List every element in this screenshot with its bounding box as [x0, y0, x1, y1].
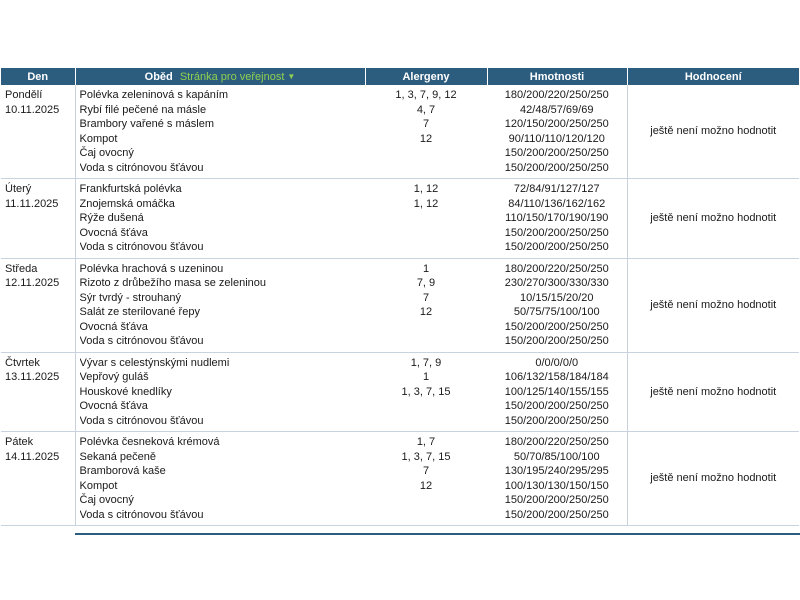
allergen-cell: [365, 352, 487, 432]
day-name: Pondělí: [5, 89, 43, 101]
meal-weight: 180/200/220/250/250: [504, 89, 609, 101]
header-meal: [75, 68, 365, 85]
meal-allergens: [369, 146, 483, 161]
meal-weight: 150/200/200/250/250: [504, 335, 609, 347]
day-cell: [1, 179, 75, 259]
weight-cell: [487, 352, 627, 432]
meal-name: Voda s citrónovou šťávou: [79, 161, 204, 174]
meal-weight: 150/200/200/250/250: [504, 241, 609, 253]
weight-cell: [487, 179, 627, 259]
meal-weight: 150/200/200/250/250: [504, 508, 609, 521]
header-rating: Hodnocení: [627, 68, 799, 85]
meal-name: Rýže dušená: [79, 212, 144, 224]
meal-cell: [75, 85, 365, 179]
meal-name: Kompot: [79, 132, 118, 145]
meal-name: Ovocná šťáva: [79, 226, 148, 239]
meal-name: Voda s citrónovou šťávou: [79, 241, 204, 253]
meal-allergens: [369, 414, 483, 429]
day-cell: [1, 352, 75, 432]
meal-allergens: 7: [422, 118, 430, 130]
meal-allergens: 7: [422, 465, 430, 477]
weight-cell: [487, 258, 627, 352]
meal-allergens: 7: [422, 291, 430, 304]
meal-name: Polévka česneková krémová: [79, 436, 220, 448]
meal-name: Polévka zeleninová s kapáním: [79, 89, 229, 101]
meal-weight: 150/200/200/250/250: [504, 320, 609, 333]
meal-weight: 180/200/220/250/250: [504, 436, 609, 448]
meal-name: Čaj ovocný: [79, 147, 134, 159]
day-name: Středa: [5, 262, 38, 275]
meal-weight: 150/200/200/250/250: [504, 400, 609, 412]
meal-allergens: 1, 12: [413, 183, 439, 195]
meal-allergens: 12: [419, 479, 433, 492]
weight-cell: [487, 432, 627, 526]
meal-name: Vývar s celestýnskými nudlemi: [79, 356, 230, 369]
caret-down-icon: ▼: [287, 71, 296, 81]
table-bottom-rule: [75, 533, 800, 535]
meal-allergens: 1, 3, 7, 15: [401, 385, 451, 398]
meal-name: Voda s citrónovou šťávou: [79, 508, 204, 521]
day-name: Pátek: [5, 436, 34, 448]
meal-allergens: [369, 508, 483, 523]
allergen-cell: [365, 85, 487, 179]
meal-allergens: 1: [422, 262, 430, 275]
day-row: [1, 352, 799, 432]
public-page-link[interactable]: [180, 71, 295, 83]
meal-cell: [75, 258, 365, 352]
meal-weight: 10/15/15/20/20: [520, 291, 594, 304]
meal-name: Ovocná šťáva: [79, 400, 148, 412]
day-date: 11.11.2025: [5, 197, 59, 210]
meal-name: Frankfurtská polévka: [79, 183, 182, 195]
meal-allergens: 1, 7, 9: [410, 356, 442, 369]
day-date: 12.11.2025: [5, 277, 60, 289]
day-cell: [1, 258, 75, 352]
day-date: 10.11.2025: [5, 103, 60, 116]
meal-name: Sýr tvrdý - strouhaný: [79, 291, 181, 304]
meal-allergens: 1, 12: [413, 197, 439, 210]
meal-name: Sekaná pečeně: [79, 450, 156, 463]
meal-weight: 72/84/91/127/127: [513, 183, 600, 195]
meal-weight: 150/200/200/250/250: [504, 494, 609, 506]
meal-name: Houskové knedlíky: [79, 385, 172, 398]
rating-cell: ještě není možno hodnotit: [627, 85, 799, 179]
header-row: [1, 68, 799, 85]
meal-allergens: 12: [419, 132, 433, 145]
meal-name: Rizoto z drůbežího masa se zeleninou: [79, 277, 266, 289]
day-date: 13.11.2025: [5, 371, 60, 383]
meal-allergens: 12: [419, 306, 433, 318]
meal-weight: 100/130/130/150/150: [504, 479, 609, 492]
header-allergens: Alergeny: [365, 68, 487, 85]
allergen-cell: [365, 179, 487, 259]
meal-weight: 150/200/200/250/250: [504, 414, 609, 427]
rating-cell: ještě není možno hodnotit: [627, 258, 799, 352]
day-row: [1, 179, 799, 259]
day-row: [1, 85, 799, 179]
meal-allergens: 4, 7: [416, 103, 436, 116]
meal-allergens: [369, 161, 483, 176]
day-cell: [1, 85, 75, 179]
menu-table: [1, 68, 799, 526]
meal-allergens: 1, 3, 7, 9, 12: [395, 89, 457, 101]
weight-cell: [487, 85, 627, 179]
meal-name: Ovocná šťáva: [79, 320, 148, 333]
meal-weight: 120/150/200/250/250: [504, 118, 609, 130]
meal-allergens: [369, 320, 483, 335]
meal-name: Bramborová kaše: [79, 465, 166, 477]
meal-name: Znojemská omáčka: [79, 197, 175, 210]
meal-name: Voda s citrónovou šťávou: [79, 335, 204, 347]
meal-allergens: 1, 7: [416, 436, 436, 448]
meal-name: Vepřový guláš: [79, 371, 149, 383]
rating-cell: ještě není možno hodnotit: [627, 352, 799, 432]
rating-cell: ještě není možno hodnotit: [627, 432, 799, 526]
meal-weight: 150/200/200/250/250: [504, 147, 609, 159]
meal-allergens: 7, 9: [416, 277, 436, 289]
meal-cell: [75, 352, 365, 432]
allergen-cell: [365, 258, 487, 352]
meal-name: Polévka hrachová s uzeninou: [79, 262, 224, 275]
meal-weight: 50/75/75/100/100: [513, 306, 600, 318]
meal-allergens: 1: [422, 371, 430, 383]
header-meal-label: Oběd: [144, 70, 173, 83]
day-name: Čtvrtek: [5, 356, 40, 369]
meal-weight: 84/110/136/162/162: [508, 197, 606, 210]
meal-weight: 0/0/0/0/0: [535, 356, 579, 369]
meal-name: Rybí filé pečené na másle: [79, 103, 207, 116]
meal-weight: 180/200/220/250/250: [504, 262, 609, 275]
meal-cell: [75, 432, 365, 526]
meal-name: Kompot: [79, 479, 118, 492]
meal-weight: 230/270/300/330/330: [504, 277, 609, 289]
day-cell: [1, 432, 75, 526]
header-day: Den: [1, 68, 75, 85]
meal-weight: 130/195/240/295/295: [504, 465, 609, 477]
day-name: Úterý: [5, 183, 32, 195]
meal-weight: 90/110/110/120/120: [508, 132, 605, 145]
meal-weight: 150/200/200/250/250: [504, 226, 609, 239]
meal-allergens: 1, 3, 7, 15: [401, 450, 451, 463]
header-weights: Hmotnosti: [487, 68, 627, 85]
meal-weight: 100/125/140/155/155: [504, 385, 609, 398]
meal-weight: 110/150/170/190/190: [505, 212, 609, 224]
day-date: 14.11.2025: [5, 450, 60, 463]
allergen-cell: [365, 432, 487, 526]
meal-name: Brambory vařené s máslem: [79, 118, 214, 130]
meal-allergens: [369, 399, 483, 414]
meal-weight: 50/70/85/100/100: [513, 450, 600, 463]
meal-allergens: [369, 211, 483, 226]
meal-allergens: [369, 240, 483, 255]
public-page-link-label: Stránka pro veřejnost: [179, 70, 285, 83]
meal-allergens: [369, 226, 483, 241]
rating-cell: ještě není možno hodnotit: [627, 179, 799, 259]
menu-body: [1, 85, 799, 526]
meal-name: Salát ze sterilované řepy: [79, 306, 200, 318]
meal-name: Voda s citrónovou šťávou: [79, 414, 204, 427]
meal-allergens: [369, 334, 483, 349]
meal-allergens: [369, 493, 483, 508]
day-row: [1, 432, 799, 526]
day-row: [1, 258, 799, 352]
meal-weight: 150/200/200/250/250: [504, 161, 609, 174]
meal-weight: 42/48/57/69/69: [520, 103, 594, 116]
meal-weight: 106/132/158/184/184: [504, 371, 609, 383]
meal-cell: [75, 179, 365, 259]
meal-name: Čaj ovocný: [79, 494, 134, 506]
